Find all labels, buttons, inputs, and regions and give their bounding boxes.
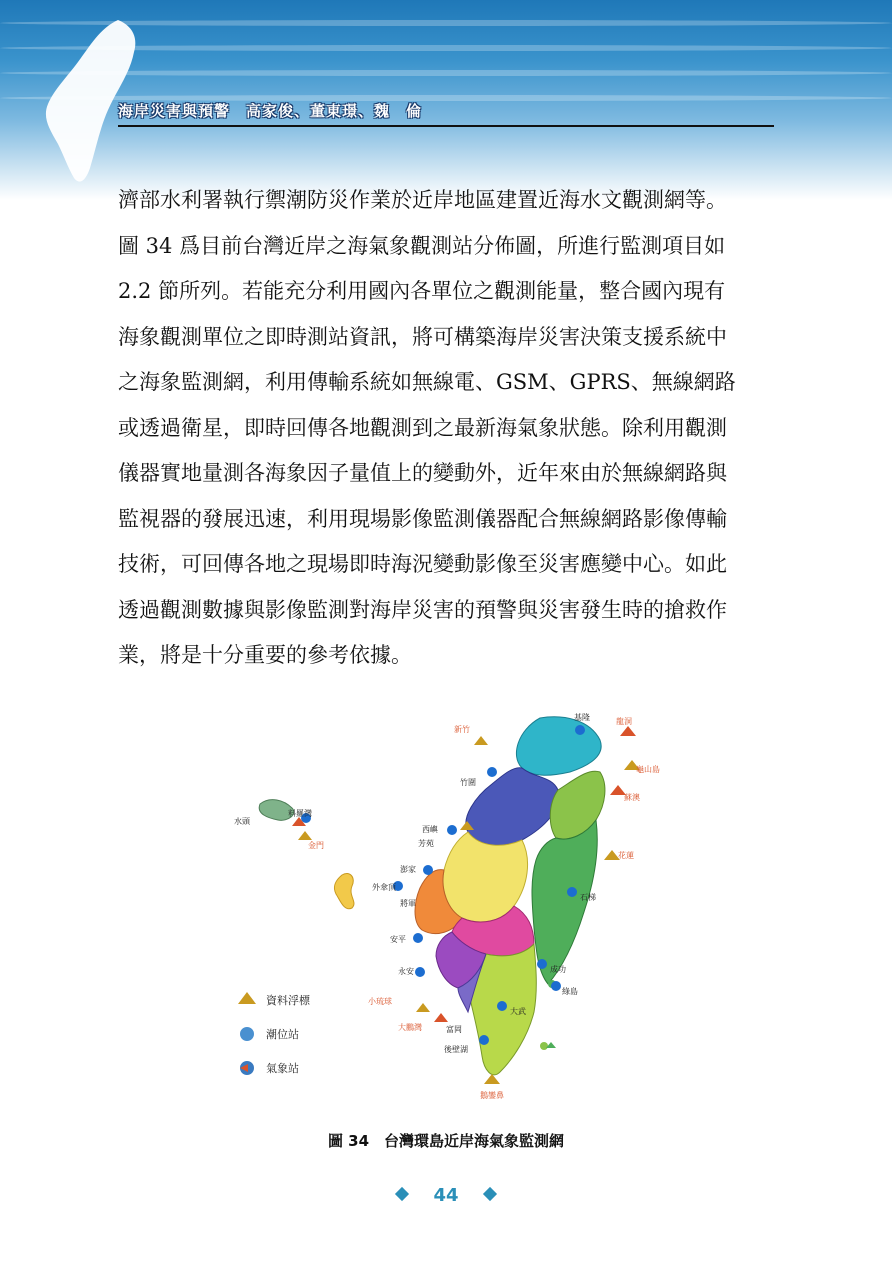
station-label: 芳苑 (418, 839, 434, 848)
diamond-icon (482, 1187, 496, 1201)
station-label: 水頭 (234, 817, 250, 826)
running-header: 海岸災害與預警 高家俊、董東璟、魏 倫 (118, 102, 423, 120)
station-label: 龍洞 (616, 717, 632, 726)
figure-caption: 圖 34 台灣環島近岸海氣象監測網 (327, 1132, 565, 1150)
station-label: 澎家 (400, 865, 416, 874)
body-line: 之海象監測網，利用傳輸系統如無線電、GSM、GPRS、無線網路 (118, 370, 736, 394)
station-label: 富岡 (446, 1025, 462, 1034)
legend-buoy-label: 資料浮標 (266, 994, 310, 1007)
station-label: 龜山島 (636, 765, 660, 774)
station-label: 小琉球 (368, 997, 392, 1006)
station-label: 金門 (308, 841, 324, 850)
station-label: 安平 (390, 935, 406, 944)
diamond-icon (395, 1187, 409, 1201)
body-line: 海象觀測單位之即時測站資訊，將可構築海岸災害決策支援系統中 (118, 324, 727, 349)
station-label: 大鵬灣 (398, 1023, 422, 1032)
legend-tide-label: 潮位站 (266, 1028, 299, 1041)
body-line: 透過觀測數據與影像監測對海岸災害的預警與災害發生時的搶救作 (118, 597, 727, 622)
buoy-icon (238, 992, 256, 1004)
station-label: 料羅灣 (288, 809, 312, 818)
penghu-islands (334, 873, 354, 908)
taiwan-map (222, 700, 682, 1120)
page-number-row (0, 1185, 892, 1206)
body-line: 濟部水利署執行禦潮防災作業於近岸地區建置近海水文觀測網等。 (118, 188, 727, 212)
station-label: 成功 (550, 965, 566, 974)
station-label: 外傘頂 (372, 883, 396, 892)
header-rule (118, 125, 774, 127)
station-label: 鵝鑾鼻 (480, 1091, 504, 1100)
body-line: 圖 34 爲目前台灣近岸之海氣象觀測站分佈圖，所進行監測項目如 (118, 233, 726, 258)
station-label: 基隆 (574, 713, 590, 722)
body-line: 或透過衛星，即時回傳各地觀測到之最新海氣象狀態。除利用觀測 (118, 415, 727, 440)
station-label: 大武 (510, 1007, 526, 1016)
body-line: 技術，可回傳各地之現場即時海況變動影像至災害應變中心。如此 (118, 552, 727, 576)
region-northwest (466, 768, 559, 846)
body-line: 業，將是十分重要的參考依據。 (118, 643, 412, 667)
station-label: 永安 (398, 967, 414, 976)
tide-station-icon (239, 1026, 255, 1042)
station-label: 石梯 (580, 893, 596, 902)
station-label: 後壁湖 (444, 1045, 468, 1054)
legend-weather-label: 氣象站 (266, 1062, 299, 1075)
station-label: 將軍 (400, 899, 416, 908)
map-legend (238, 992, 311, 1076)
station-label: 西嶼 (422, 825, 438, 834)
body-line: 監視器的發展迅速，利用現場影像監測儀器配合無線網路影像傳輸 (118, 506, 727, 531)
station-label: 竹圍 (460, 778, 476, 787)
station-label: 綠島 (562, 987, 578, 996)
station-label: 新竹 (454, 725, 470, 734)
body-line: 2.2 節所列。若能充分利用國內各單位之觀測能量，整合國內現有 (118, 279, 726, 303)
region-north (516, 717, 601, 775)
station-label: 蘇澳 (624, 793, 640, 802)
body-line: 儀器實地量測各海象因子量值上的變動外，近年來由於無線網路與 (118, 461, 727, 485)
orchid-island (540, 1042, 548, 1050)
body-paragraph (118, 178, 778, 679)
station-label: 花蓮 (618, 851, 634, 860)
page-number: 44 (433, 1185, 459, 1206)
monitoring-map-figure (222, 700, 682, 1120)
